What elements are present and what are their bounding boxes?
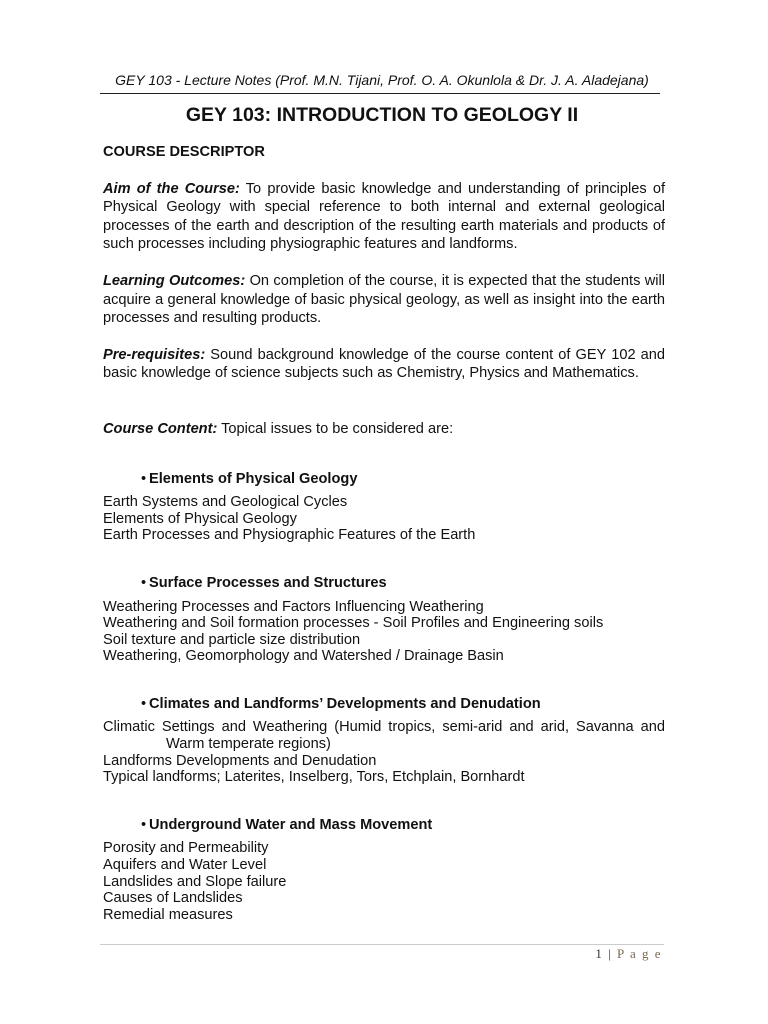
page-label: P a g e — [616, 946, 662, 961]
list-item: Earth Processes and Physiographic Features of the Earth — [103, 527, 476, 544]
aim-text: To provide basic knowledge and understanding of principles of Physical Geology with special reference to both internal and external geological processes of the earth and description of the resulting earth materials and products of such processes including physiographic features and landforms. — [103, 180, 665, 253]
bullet-icon: • — [141, 470, 147, 487]
prerequisites-label: Pre-requisites: — [103, 346, 206, 363]
learning-outcomes-paragraph — [103, 272, 665, 328]
section-heading: • Underground Water and Mass Movement — [141, 816, 433, 833]
footer-divider — [100, 944, 664, 945]
list-item: Landforms Developments and Denudation — [103, 752, 377, 769]
section-heading: • Elements of Physical Geology — [141, 470, 358, 487]
header-divider — [100, 93, 660, 94]
prerequisites-text: Sound background knowledge of the course content of GEY 102 and basic knowledge of science subjects such as Chemistry, Physics and Mathematics. — [103, 346, 665, 382]
section-heading: • Climates and Landforms’ Developments and Denudation — [141, 695, 541, 712]
page-title: GEY 103: INTRODUCTION TO GEOLOGY II — [185, 104, 579, 126]
document-body — [103, 143, 665, 923]
bullet-icon: • — [141, 574, 147, 591]
aim-label: Aim of the Course: — [103, 180, 240, 197]
aim-paragraph — [103, 180, 665, 254]
list-item: Porosity and Permeability — [103, 840, 269, 857]
list-item: Earth Systems and Geological Cycles — [103, 494, 348, 511]
list-item: Causes of Landslides — [103, 890, 243, 907]
footer-separator: | — [608, 946, 613, 961]
section-heading: • Surface Processes and Structures — [141, 574, 387, 591]
list-item: Landslides and Slope failure — [103, 873, 287, 890]
list-item: Soil texture and particle size distribution — [103, 631, 361, 648]
list-item: Weathering, Geomorphology and Watershed / Drainage Basin — [103, 648, 504, 665]
list-item: Elements of Physical Geology — [103, 510, 297, 527]
course-content-label: Course Content: — [103, 420, 218, 437]
prerequisites-paragraph — [103, 346, 665, 383]
list-item: Typical landforms; Laterites, Inselberg, Tors, Etchplain, Bornhardt — [103, 769, 525, 786]
list-item: Remedial measures — [103, 906, 233, 923]
course-descriptor-heading: COURSE DESCRIPTOR — [103, 144, 265, 160]
list-item: Climatic Settings and Weathering (Humid tropics, semi-arid and arid, Savanna and Warm temperate regions) — [103, 719, 665, 753]
bullet-icon: • — [141, 695, 147, 712]
bullet-icon: • — [141, 816, 147, 833]
page-number: 1 — [595, 946, 604, 961]
running-header: GEY 103 - Lecture Notes (Prof. M.N. Tijani, Prof. O. A. Okunlola & Dr. J. A. Aladejana) — [115, 72, 649, 88]
course-content-paragraph — [103, 420, 665, 439]
list-item: Weathering and Soil formation processes - Soil Profiles and Engineering soils — [103, 615, 604, 632]
learning-outcomes-label: Learning Outcomes: — [103, 272, 246, 289]
list-item: Weathering Processes and Factors Influencing Weathering — [103, 598, 484, 615]
page-footer — [595, 946, 662, 962]
course-content-text: Topical issues to be considered are: — [217, 420, 454, 437]
list-item: Aquifers and Water Level — [103, 857, 267, 874]
learning-outcomes-text: On completion of the course, it is expected that the students will acquire a general knowledge of basic physical geology, as well as insight into the earth processes and resulting products. — [103, 272, 665, 327]
